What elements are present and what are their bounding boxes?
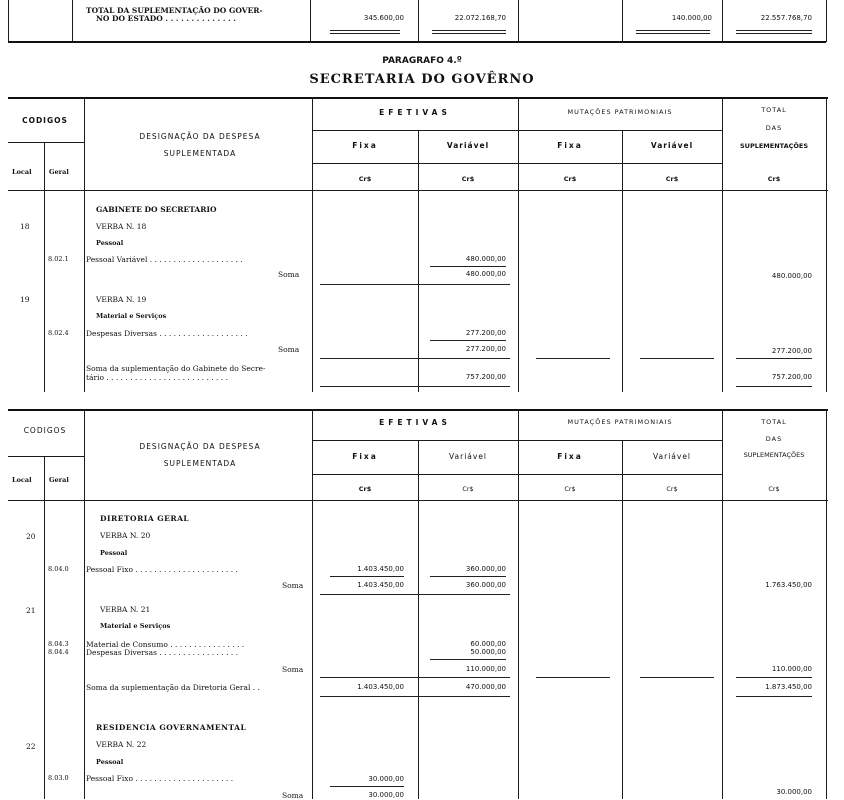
verba-20: VERBA N. 20: [100, 531, 151, 540]
efetivas-header: EFETIVAS: [379, 108, 451, 117]
section-residencia: RESIDENCIA GOVERNAMENTAL: [96, 723, 247, 732]
soma-5-total: 30.000,00: [776, 788, 812, 796]
currency2-mut-fixa: Cr$: [564, 485, 576, 493]
top-total-label-1: TOTAL DA SUPLEMENTAÇÃO DO GOVER-: [86, 6, 263, 15]
sum-diretoria-label: Soma da suplementação da Diretoria Geral . .: [86, 683, 260, 692]
currency2-mut-variavel: Cr$: [666, 485, 678, 493]
item-despesas-diversas-2-value: 50.000,00: [470, 648, 506, 656]
currency2-fixa: Cr$: [358, 485, 372, 493]
item-material-consumo: Material de Consumo . . . . . . . . . . . . . . . .: [86, 640, 245, 649]
total-header-2-1: TOTAL: [761, 418, 787, 426]
secretaria-heading: SECRETARIA DO GOVÊRNO: [309, 72, 535, 87]
soma-label-2: Soma: [278, 345, 300, 354]
label-pessoal-3: Pessoal: [96, 758, 124, 766]
code-8-02-1: 8.02.1: [48, 255, 69, 263]
label-pessoal-2: Pessoal: [100, 549, 128, 557]
currency2-variavel: Cr$: [462, 485, 474, 493]
local-18: 18: [20, 222, 30, 231]
local-20: 20: [26, 532, 36, 541]
soma-label-4: Soma: [282, 665, 304, 674]
verba-21: VERBA N. 21: [100, 605, 151, 614]
local-header-2: Local: [12, 476, 32, 484]
designacao-header-1: DESIGNAÇÃO DA DESPESA: [139, 132, 261, 141]
soma-1-total: 480.000,00: [771, 272, 812, 280]
code-8-04-4: 8.04.4: [48, 648, 69, 656]
item-pessoal-variavel: Pessoal Variável . . . . . . . . . . . . . . . . . . . .: [86, 255, 243, 264]
mutacoes-header: MUTAÇÕES PATRIMONIAIS: [567, 108, 673, 116]
fixa-header: Fixa: [352, 141, 378, 150]
currency-mut-fixa: Cr$: [563, 175, 577, 183]
top-total-sum: 22.557.768,70: [760, 14, 812, 22]
soma-3-fixa: 1.403.450,00: [357, 581, 404, 589]
paragraph-heading: PARAGRAFO 4.º: [382, 56, 462, 66]
mut-fixa-header-2: Fixa: [557, 452, 583, 461]
top-total-fixa: 345.600,00: [363, 14, 404, 22]
mut-variavel-header: Variável: [650, 141, 694, 150]
local-header: Local: [12, 168, 32, 176]
code-8-02-4: 8.02.4: [48, 329, 69, 337]
codigos-header: CODIGOS: [22, 116, 68, 125]
item-despesas-diversas: Despesas Diversas . . . . . . . . . . . . . . . . . . .: [86, 329, 248, 338]
variavel-header-2: Variável: [448, 452, 488, 461]
soma-5-fixa: 30.000,00: [368, 791, 404, 799]
verba-19: VERBA N. 19: [96, 295, 147, 304]
mut-variavel-header-2: Variável: [652, 452, 692, 461]
item-pessoal-fixo-fixa: 1.403.450,00: [357, 565, 404, 573]
codigos-header-2: CODIGOS: [23, 426, 67, 435]
variavel-header: Variável: [446, 141, 490, 150]
label-material-2: Material e Serviços: [100, 622, 171, 630]
geral-header-2: Geral: [49, 476, 69, 484]
label-pessoal: Pessoal: [96, 239, 124, 247]
verba-18: VERBA N. 18: [96, 222, 147, 231]
total-header-2-2: DAS: [765, 435, 783, 443]
designacao-header-2: SUPLEMENTADA: [163, 149, 237, 158]
sum-diretoria-variavel: 470.000,00: [465, 683, 506, 691]
soma-4-total: 110.000,00: [771, 665, 812, 673]
soma-3-variavel: 360.000,00: [465, 581, 506, 589]
item-pessoal-fixo-2: Pessoal Fixo . . . . . . . . . . . . . . . . . . . . .: [86, 774, 234, 783]
soma-label-5: Soma: [282, 791, 304, 800]
item-pessoal-fixo-variavel: 360.000,00: [465, 565, 506, 573]
designacao-header-2-1: DESIGNAÇÃO DA DESPESA: [139, 442, 261, 451]
soma-4-variavel: 110.000,00: [465, 665, 506, 673]
sum-gabinete-total: 757.200,00: [771, 373, 812, 381]
local-19: 19: [20, 295, 30, 304]
total-header-2-3: SUPLEMENTAÇÕES: [743, 451, 805, 459]
local-21: 21: [26, 606, 36, 615]
item-despesas-diversas-2: Despesas Diversas . . . . . . . . . . . . . . . . .: [86, 648, 238, 657]
item-despesas-diversas-value: 277.200,00: [465, 329, 506, 337]
code-8-03-0: 8.03.0: [48, 774, 69, 782]
code-8-04-0: 8.04.0: [48, 565, 69, 573]
currency-total: Cr$: [767, 175, 781, 183]
fixa-header-2: Fixa: [352, 452, 378, 461]
soma-1-variavel: 480.000,00: [465, 270, 506, 278]
item-pessoal-fixo: Pessoal Fixo . . . . . . . . . . . . . . . . . . . . . .: [86, 565, 238, 574]
sum-diretoria-fixa: 1.403.450,00: [357, 683, 404, 691]
item-pessoal-fixo-2-fixa: 30.000,00: [368, 775, 404, 783]
mut-fixa-header: Fixa: [557, 141, 583, 150]
sum-gabinete-label-1: Soma da suplementação do Gabinete do Secre-: [86, 364, 266, 373]
soma-3-total: 1.763.450,00: [765, 581, 812, 589]
local-22: 22: [26, 742, 36, 751]
soma-label: Soma: [278, 270, 300, 279]
soma-2-total: 277.200,00: [771, 347, 812, 355]
mutacoes-header-2: MUTAÇÕES PATRIMONIAIS: [567, 418, 673, 426]
currency-variavel: Cr$: [461, 175, 475, 183]
sum-gabinete-variavel: 757.200,00: [465, 373, 506, 381]
currency-mut-variavel: Cr$: [665, 175, 679, 183]
item-material-consumo-value: 60.000,00: [470, 640, 506, 648]
soma-2-variavel: 277.200,00: [465, 345, 506, 353]
top-total-mut-variavel: 140.000,00: [671, 14, 712, 22]
total-header-3: SUPLEMENTAÇÕES: [739, 142, 809, 150]
currency2-total: Cr$: [768, 485, 780, 493]
soma-label-3: Soma: [282, 581, 304, 590]
geral-header: Geral: [49, 168, 69, 176]
top-total-variavel: 22.072.168,70: [454, 14, 506, 22]
efetivas-header-2: EFETIVAS: [379, 418, 451, 427]
section-gabinete: GABINETE DO SECRETARIO: [96, 205, 217, 214]
designacao-header-2-2: SUPLEMENTADA: [163, 459, 237, 468]
total-header-1: TOTAL: [761, 106, 787, 114]
item-pessoal-variavel-value: 480.000,00: [465, 255, 506, 263]
currency-fixa: Cr$: [358, 175, 372, 183]
code-8-04-3: 8.04.3: [48, 640, 69, 648]
total-header-2: DAS: [765, 124, 783, 132]
top-total-label-2: NO DO ESTADO . . . . . . . . . . . . . .: [96, 14, 236, 23]
sum-diretoria-total: 1.873.450,00: [765, 683, 812, 691]
verba-22: VERBA N. 22: [96, 740, 147, 749]
label-material: Material e Serviços: [96, 312, 167, 320]
sum-gabinete-label-2: tário . . . . . . . . . . . . . . . . . . . . . . . . . .: [86, 373, 228, 382]
section-diretoria-geral: DIRETORIA GERAL: [100, 514, 190, 523]
